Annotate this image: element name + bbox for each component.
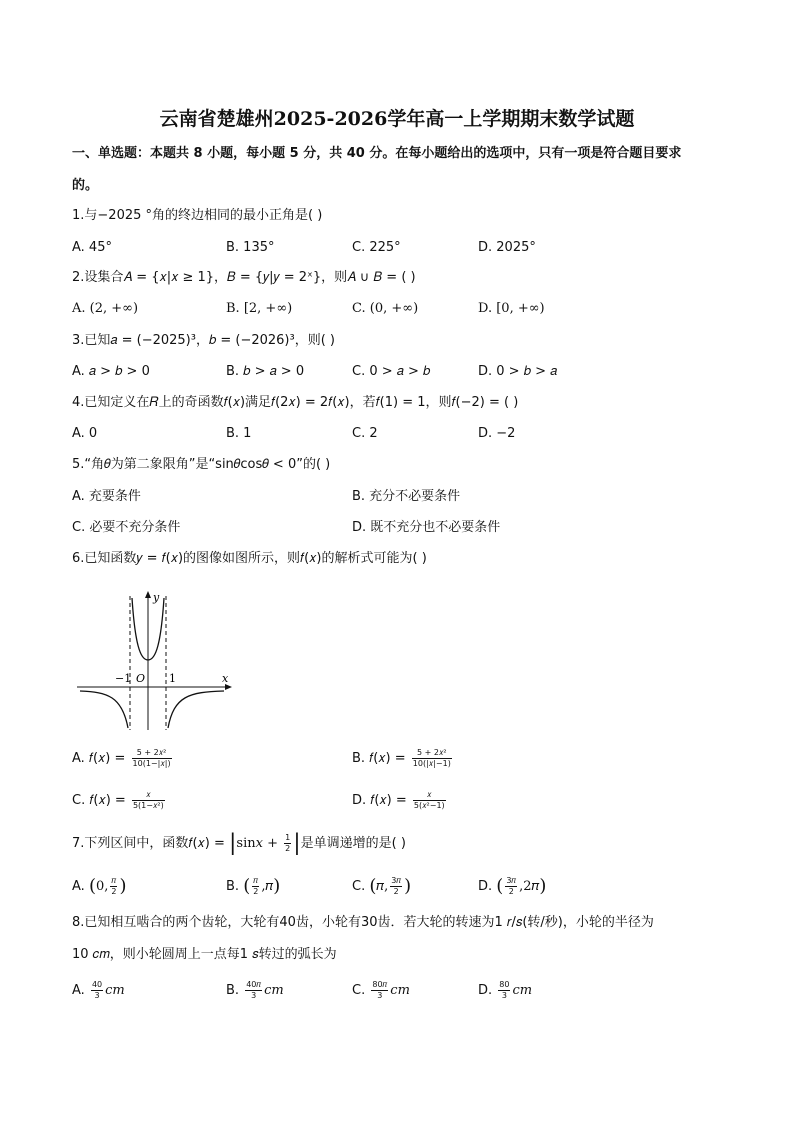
- q7-option-c-label: C.: [352, 879, 366, 894]
- function-graph: [72, 588, 242, 738]
- paren-open: (: [496, 875, 504, 897]
- q6-option-a: [72, 748, 174, 769]
- fraction-numerator: 40: [91, 980, 103, 989]
- fraction-denominator: 3: [251, 991, 257, 1000]
- section-instructions-cont: 的。: [72, 178, 99, 193]
- question-2-stem: 2.设集合𝐴 = {𝑥|𝑥 ≥ 1}，𝐵 = {𝑦|𝑦 = 2ˣ}，则𝐴 ∪ 𝐵 = ( ): [72, 270, 416, 285]
- q5-option-a: A. 充要条件: [72, 489, 141, 504]
- paren-open: (: [88, 875, 96, 897]
- paren-close: ): [404, 875, 412, 897]
- fraction-denominator: 3: [377, 991, 383, 1000]
- q6-option-a-label: A. 𝑓(𝑥) =: [72, 751, 126, 766]
- fraction-denominator: 2: [393, 887, 399, 896]
- q2-option-a: A. (2, +∞): [72, 301, 139, 316]
- question-3-stem: 3.已知𝑎 = (−2025)³，𝑏 = (−2026)³，则( ): [72, 333, 335, 348]
- page-title: 云南省楚雄州2025-2026学年高一上学期期末数学试题: [159, 108, 635, 130]
- fraction-numerator: 5 + 2𝑥²: [412, 748, 452, 759]
- q8-option-d: [478, 980, 532, 1001]
- fraction-denominator: 10(1−|𝑥|): [132, 759, 171, 768]
- q6-option-d: [352, 790, 448, 811]
- fraction-numerator: 80𝜋: [372, 980, 388, 989]
- fraction-numerator: 3𝜋: [506, 876, 517, 885]
- q8-option-a: [72, 980, 125, 1001]
- q2-option-c: C. (0, +∞): [352, 301, 419, 316]
- q7-option-d: [478, 876, 546, 897]
- origin-label: O: [136, 672, 146, 685]
- fraction-denominator: 2: [285, 844, 291, 853]
- fraction-numerator: 𝜋: [111, 876, 117, 885]
- q6-option-c-label: C. 𝑓(𝑥) =: [72, 793, 126, 808]
- paren-close: ): [119, 875, 127, 897]
- q6-option-d-label: D. 𝑓(𝑥) =: [352, 793, 407, 808]
- q1-option-a: A. 45°: [72, 240, 112, 255]
- x-axis-label: x: [222, 672, 229, 685]
- q3-option-a: A. 𝑎 > 𝑏 > 0: [72, 364, 150, 379]
- fraction-denominator: 3: [501, 991, 507, 1000]
- section-instructions: 一、单选题：本题共 8 小题，每小题 5 分，共 40 分。在每小题给出的选项中，只有一项是符合题目要求: [72, 146, 682, 161]
- q8-option-d-label: D.: [478, 983, 493, 998]
- fraction-numerator: 𝜋: [253, 876, 259, 885]
- question-8-stem-cont: 10 𝑐𝑚，则小轮圆周上一点每1 𝑠转过的弧长为: [72, 947, 337, 962]
- q6-option-d-fraction: [413, 790, 446, 811]
- q8-option-c: [352, 980, 410, 1001]
- question-8-stem: 8.已知相互啮合的两个齿轮，大轮有40齿，小轮有30齿．若大轮的转速为1 𝑟/𝑠(转/秒)，小轮的半径为: [72, 915, 654, 930]
- q7-option-a-label: A.: [72, 879, 85, 894]
- q5-option-b: B. 充分不必要条件: [352, 489, 461, 504]
- q6-option-a-fraction: [132, 748, 172, 769]
- q6-option-b-fraction: [412, 748, 452, 769]
- q8-option-d-fraction: [498, 980, 510, 1001]
- question-4-stem: 4.已知定义在𝑅上的奇函数𝑓(𝑥)满足𝑓(2𝑥) = 2𝑓(𝑥)，若𝑓(1) = 1，则𝑓(−2) = ( ): [72, 395, 519, 410]
- q4-option-a: A. 0: [72, 426, 98, 441]
- fraction-denominator: 10(|𝑥|−1): [412, 759, 451, 768]
- q4-option-b: B. 1: [226, 426, 252, 441]
- q6-option-c: [72, 790, 167, 811]
- paren-open: (: [243, 875, 251, 897]
- unit: 𝑐𝑚: [512, 983, 533, 998]
- y-axis-arrow-icon: [145, 591, 151, 598]
- q7-half-fraction: [284, 833, 291, 854]
- fraction-denominator: 2: [508, 887, 514, 896]
- q2-option-d: D. [0, +∞): [478, 301, 545, 316]
- interval-right: ,𝜋: [261, 879, 274, 894]
- fraction-numerator: 1: [285, 833, 291, 842]
- q7-option-b-label: B.: [226, 879, 240, 894]
- interval-left: 𝜋,: [376, 879, 389, 894]
- fraction-denominator: 5(1−𝑥²): [132, 801, 164, 810]
- fraction-denominator: 2: [253, 887, 259, 896]
- q6-option-b: [352, 748, 454, 769]
- q7-option-a: [72, 876, 127, 897]
- interval-left: 0,: [95, 879, 109, 894]
- q7-stem-prefix: 7.下列区间中，函数𝑓(𝑥) =: [72, 836, 225, 851]
- q3-option-c: C. 0 > 𝑎 > 𝑏: [352, 364, 431, 379]
- unit: 𝑐𝑚: [390, 983, 410, 998]
- q1-option-b: B. 135°: [226, 240, 275, 255]
- q4-option-c: C. 2: [352, 426, 378, 441]
- unit: 𝑐𝑚: [264, 983, 284, 998]
- q8-option-b-fraction: [245, 980, 262, 1001]
- q4-option-d: D. −2: [478, 426, 516, 441]
- q8-option-b-label: B.: [226, 983, 240, 998]
- q7-option-d-label: D.: [478, 879, 493, 894]
- q5-option-d: D. 既不充分也不必要条件: [352, 520, 501, 535]
- q8-option-a-label: A.: [72, 983, 85, 998]
- q3-option-d: D. 0 > 𝑏 > 𝑎: [478, 364, 558, 379]
- q8-option-c-label: C.: [352, 983, 366, 998]
- fraction-numerator: 40𝜋: [246, 980, 262, 989]
- q5-option-c: C. 必要不充分条件: [72, 520, 181, 535]
- question-1-stem: 1.与−2025 °角的终边相同的最小正角是( ): [72, 208, 323, 223]
- q6-option-b-label: B. 𝑓(𝑥) =: [352, 751, 406, 766]
- paren-close: ): [273, 875, 281, 897]
- paren-close: ): [539, 875, 547, 897]
- curve-left-branch: [80, 691, 128, 728]
- interval-left-fraction: [252, 876, 259, 897]
- tick-label-neg-one: −1: [115, 672, 132, 685]
- curve-right-branch: [168, 691, 224, 728]
- q8-option-c-fraction: [371, 980, 388, 1001]
- y-axis-label: y: [153, 591, 160, 604]
- fraction-numerator: 𝑥: [413, 790, 446, 801]
- interval-left-fraction: [505, 876, 517, 897]
- fraction-denominator: 2: [111, 887, 117, 896]
- q7-option-c: [352, 876, 411, 897]
- q1-option-c: C. 225°: [352, 240, 401, 255]
- q2-option-b: B. [2, +∞): [226, 301, 293, 316]
- question-7-stem: [72, 830, 406, 856]
- interval-right-fraction: [110, 876, 117, 897]
- question-6-stem: 6.已知函数𝑦 = 𝑓(𝑥)的图像如图所示，则𝑓(𝑥)的解析式可能为( ): [72, 551, 427, 566]
- interval-right-fraction: [390, 876, 402, 897]
- q3-option-b: B. 𝑏 > 𝑎 > 0: [226, 364, 305, 379]
- interval-right: ,2𝜋: [519, 879, 540, 894]
- fraction-numerator: 𝑥: [132, 790, 165, 801]
- q7-stem-suffix: 是单调递增的是( ): [300, 836, 406, 851]
- q1-option-d: D. 2025°: [478, 240, 536, 255]
- fraction-denominator: 3: [94, 991, 100, 1000]
- q8-option-a-fraction: [91, 980, 103, 1001]
- fraction-numerator: 5 + 2𝑥²: [132, 748, 172, 759]
- fraction-numerator: 3𝜋: [391, 876, 402, 885]
- unit: 𝑐𝑚: [105, 983, 125, 998]
- abs-bar-left: |: [229, 830, 237, 856]
- question-5-stem: 5.“角𝜃为第二象限角”是“sin𝜃cos𝜃 < 0”的( ): [72, 457, 331, 472]
- q8-option-b: [226, 980, 284, 1001]
- q7-option-b: [226, 876, 280, 897]
- fraction-numerator: 80: [499, 980, 510, 989]
- abs-bar-right: |: [293, 830, 301, 856]
- fraction-denominator: 5(𝑥²−1): [413, 801, 445, 810]
- paren-open: (: [369, 875, 377, 897]
- tick-label-one: 1: [169, 672, 176, 685]
- q6-option-c-fraction: [132, 790, 165, 811]
- abs-inner: sin𝑥 +: [236, 836, 278, 851]
